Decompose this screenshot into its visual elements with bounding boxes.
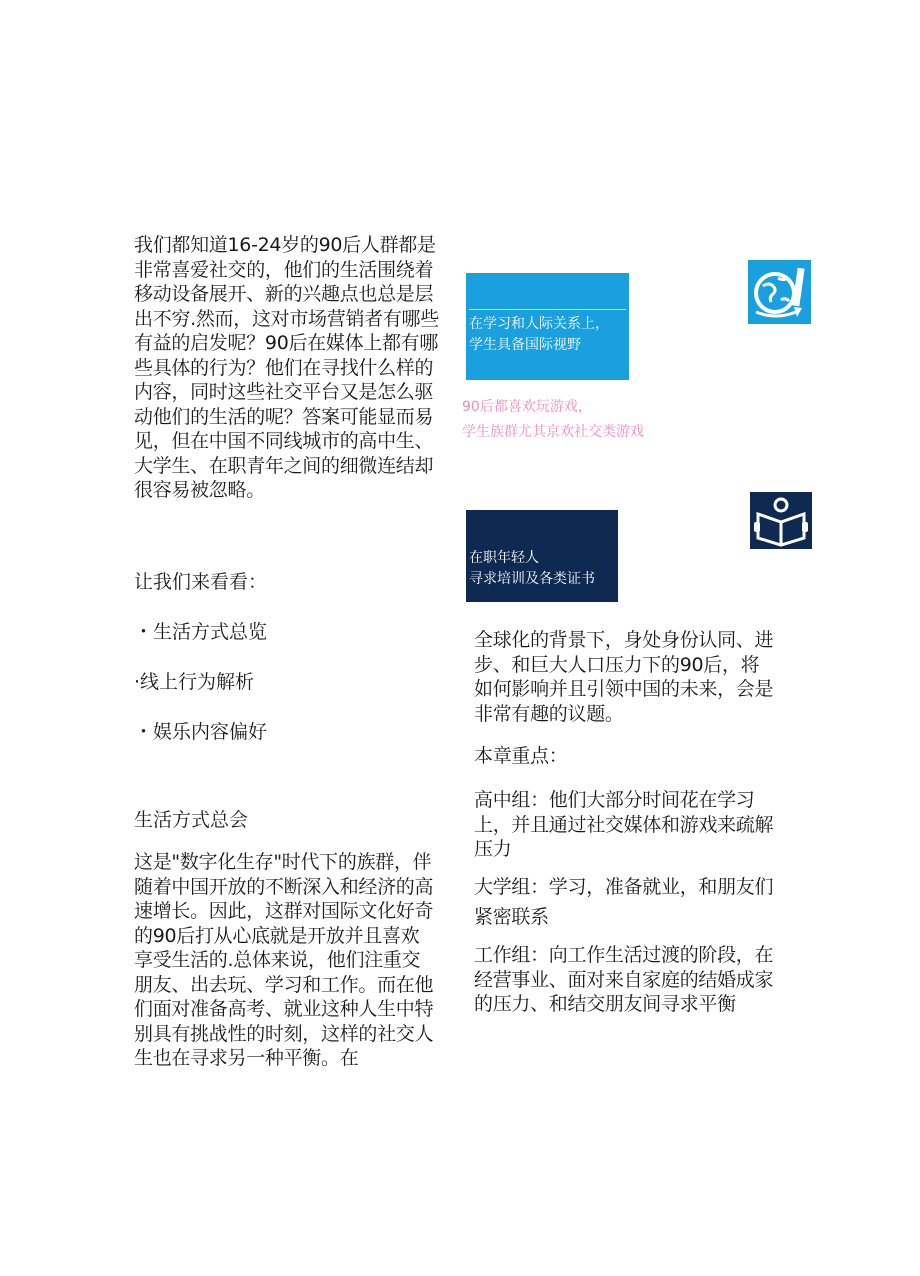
games-note xyxy=(462,395,644,445)
callout-young-professionals xyxy=(466,510,618,602)
callout-line: 寻求培训及各类证书 xyxy=(469,571,595,587)
group-high-school: 高中组：他们大部分时间花在学习上，并且通过社交媒体和游戏来疏解压力 xyxy=(474,789,774,860)
callout-line: 学生具备国际视野 xyxy=(469,337,581,353)
section-title: 生活方式总会 xyxy=(134,809,249,831)
lets-look-heading: 让我们来看看： xyxy=(134,571,268,593)
chapter-key-points-heading: 本章重点： xyxy=(474,745,568,767)
bullet-entertainment-preference: ・娱乐内容偏好 xyxy=(134,721,268,743)
callout-line: 在学习和人际关系上， xyxy=(469,316,609,332)
person-reading-icon xyxy=(750,492,812,549)
group-university: 大学组：学习，准备就业，和朋友们紧密联系 xyxy=(474,876,774,928)
intro-paragraph: 我们都知道16-24岁的90后人群都是非常喜爱社交的，他们的生活围绕着移动设备展开、新的兴趣点也总是层出不穷.然而，这对市场营销者有哪些有益的启发呢？90后在媒体上都有哪些具体的行为？他们在寻找什么样的内容，同时这些社交平台又是怎么驱动他们的生活的呢？答案可能显而易见，但在中国不同线城市的高中生、大学生、在职青年之间的细微连结却很容易被忽略。 xyxy=(134,234,439,501)
bullet-lifestyle-overview: ・生活方式总览 xyxy=(134,621,268,643)
section-paragraph: 这是"数字化生存"时代下的族群，伴随着中国开放的不断深入和经济的高速增长。因此，这群对国际文化好奇的90后打从心底就是开放并且喜欢享受生活的.总体来说，他们注重交朋友、出去玩、学习和工作。而在他们面对准备高考、就业这种人生中特别具有挑战性的时刻，这样的社交人生也在寻求另一种平衡。在 xyxy=(134,851,434,1069)
globe-pencil-icon xyxy=(748,260,811,324)
games-note-line: 学生族群尤其京欢社交类游戏 xyxy=(462,424,644,440)
games-note-line: 90后都喜欢玩游戏， xyxy=(462,399,592,415)
bullet-online-behavior: ·线上行为解析 xyxy=(134,671,255,693)
callout-international-view xyxy=(466,273,629,380)
globalization-paragraph: 全球化的背景下，身处身份认同、进步、和巨大人口压力下的90后，将如何影响并且引领中国的未来，会是非常有趣的议题。 xyxy=(474,629,774,725)
callout-line: 在职年轻人 xyxy=(469,550,539,566)
group-working: 工作组：向工作生活过渡的阶段，在经营事业、面对来自家庭的结婚成家的压力、和结交朋友间寻求平衡 xyxy=(474,944,774,1015)
